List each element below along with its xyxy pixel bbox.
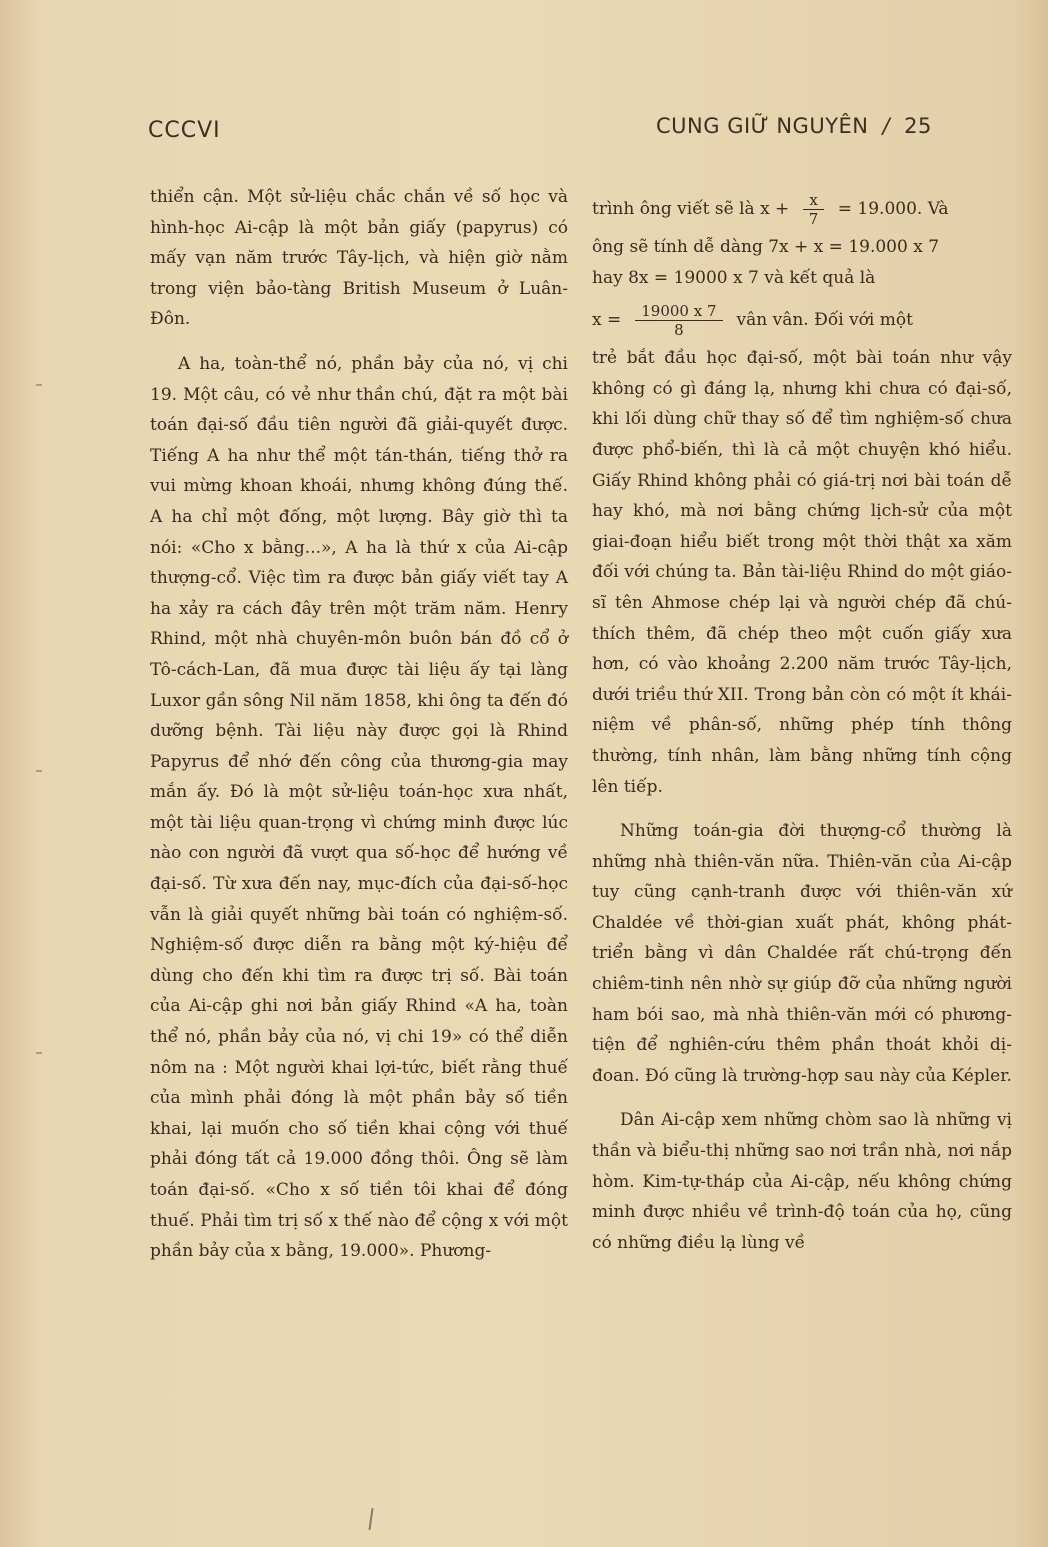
fraction xyxy=(635,302,722,339)
paragraph: trẻ bắt đầu học đại-số, một bài toán như vậy không có gì đáng lạ, nhưng khi chưa có đại-số, khi lối dùng chữ thay số để tìm nghiệm-số chưa được phổ-biến, thì là cả một chuyện khó hiểu. Giấy Rhind không phải có giá-trị nơi bài toán dễ hay khó, mà nơi bằng chứng lịch-sử của một giai-đoạn hiểu biết trong một thời thật xa xăm đối với chúng ta. Bản tài-liệu Rhind do một giáo-sĩ tên Ahmose chép lại và người chép đã chú-thích thêm, đã chép theo một cuốn giấy xưa hơn, có vào khoảng 2.200 năm trước Tây-lịch, dưới triều thứ XII. Trong bản còn có một ít khái-niệm về phân-số, những phép tính thông thường, tính nhân, làm bằng những tính cộng lên tiếp. xyxy=(592,348,1012,797)
paper-speck xyxy=(36,770,42,772)
equation-text: = 19.000. Và xyxy=(837,198,949,219)
fraction xyxy=(803,191,823,228)
paper-speck xyxy=(36,1052,42,1054)
chapter-number: CCCVI xyxy=(148,118,221,143)
fraction-numerator: x xyxy=(803,191,823,210)
equation-text: vân vân. Đối với một xyxy=(736,309,913,330)
equation-line xyxy=(592,186,1012,232)
right-column xyxy=(592,182,1012,1258)
fraction-denominator: 8 xyxy=(674,320,684,339)
equation-line xyxy=(592,297,1012,343)
equation-line: ông sẽ tính dễ dàng 7x + x = 19.000 x 7 xyxy=(592,237,940,257)
equation-line: hay 8x = 19000 x 7 và kết quả là xyxy=(592,267,876,288)
running-title: CUNG GIỮ NGUYÊN xyxy=(656,114,869,138)
paragraph: Những toán-gia đời thượng-cổ thường là những nhà thiên-văn nữa. Thiên-văn của Ai-cập tuy cũng cạnh-tranh được với thiên-văn xứ Chaldée về thời-gian xuất phát, không phát-triển bằng vì dân Chaldée rất chú-trọng đến chiêm-tinh nên nhờ sự giúp đỡ của những người ham bói sao, mà nhà thiên-văn mới có phương-tiện để nghiên-cứu thêm phần thoát khỏi dị-đoan. Đó cũng là trường-hợp sau này của Képler. xyxy=(592,821,1012,1086)
header-separator: / xyxy=(882,114,891,138)
paragraph: A ha, toàn-thể nó, phần bảy của nó, vị chi 19. Một câu, có vẻ như thần chú, đặt ra một bài toán đại-số đầu tiên người đã giải-quyết được. Tiếng A ha như thể một tán-thán, tiếng thở ra vui mừng khoan khoái, nhưng không đúng thế. A ha chỉ một đống, một lượng. Bây giờ thì ta nói: «Cho x bằng...», A ha là thứ x của Ai-cập thượng-cổ. Việc tìm ra được bản giấy viết tay A ha xảy ra cách đây trên một trăm năm. Henry Rhind, một nhà chuyên-môn buôn bán đồ cổ ở Tô-cách-Lan, đã mua được tài liệu ấy tại làng Luxor gần sông Nil năm 1858, khi ông ta đến đó dưỡng bệnh. Tài liệu này được gọi là Rhind Papyrus để nhớ đến công của thương-gia may mắn ấy. Đó là một sử-liệu toán-học xưa nhất, một tài liệu quan-trọng vì chứng minh được lúc nào con người đã vượt qua số-học để hướng về đại-số. Từ xưa đến nay, mục-đích của đại-số-học vẫn là giải quyết những bài toán có nghiệm-số. Nghiệm-số được diễn ra bằng một ký-hiệu để dùng cho đến khi tìm ra được trị số. Bài toán của Ai-cập ghi nơi bản giấy Rhind «A ha, toàn thể nó, phần bảy của nó, vị chi 19» có thể diễn nôm na : Một người khai lợi-tức, biết rằng thuế của mình phải đóng là một phần bảy số tiền khai, lại muốn cho số tiền khai cộng với thuế phải đóng tất cả 19.000 đồng thôi. Ông sẽ làm toán đại-số. «Cho x số tiền tôi khai để đóng thuế. Phải tìm trị số x thế nào để cộng x với một phần bảy của x bằng, 19.000». Phương- xyxy=(150,353,569,1262)
running-header xyxy=(656,114,932,138)
paragraph: Dân Ai-cập xem những chòm sao là những vị thần và biểu-thị những sao nơi trần nhà, nơi nắp hòm. Kim-tự-tháp của Ai-cập, nếu không chứng minh được nhiều về trình-độ toán của họ, cũng có những điều lạ lùng về xyxy=(592,1110,1012,1253)
pencil-mark xyxy=(368,1508,373,1530)
equation-text: trình ông viết sẽ là x + xyxy=(592,198,790,219)
paper-speck xyxy=(36,384,42,386)
fraction-numerator: 19000 x 7 xyxy=(635,302,722,321)
equation-text: x = xyxy=(592,309,622,330)
left-column xyxy=(150,182,568,1267)
page-number: 25 xyxy=(904,114,932,138)
fraction-denominator: 7 xyxy=(808,209,819,228)
paragraph: thiển cận. Một sử-liệu chắc chắn về số học và hình-học Ai-cập là một bản giấy (papyrus) có mấy vạn năm trước Tây-lịch, và hiện giờ nằm trong viện bảo-tàng British Museum ở Luân-Đôn. xyxy=(150,187,568,330)
